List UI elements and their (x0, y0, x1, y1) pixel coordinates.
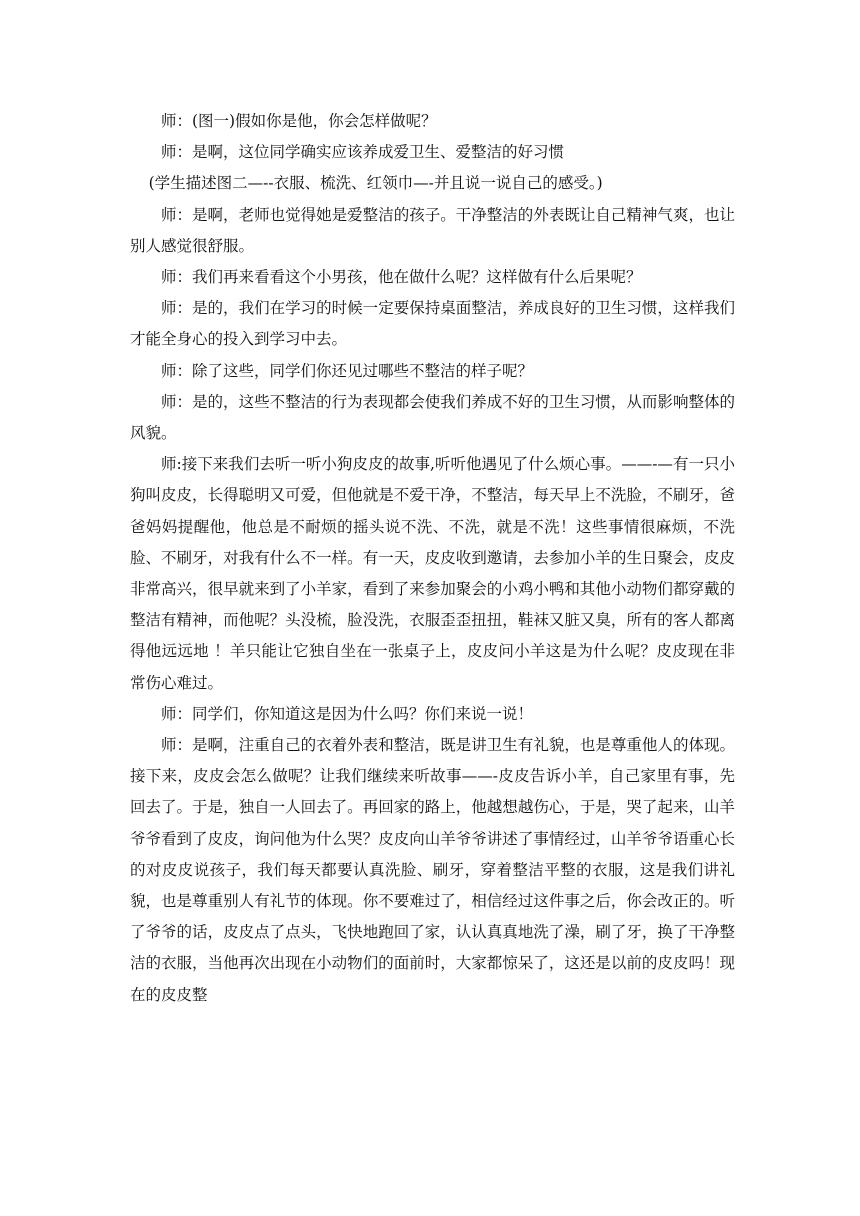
paragraph-4: 师：是啊，老师也觉得她是爱整洁的孩子。干净整洁的外表既让自己精神气爽，也让别人感觉很舒服。 (130, 205, 735, 255)
paragraph-3: (学生描述图二—--衣服、梳洗、红领巾—-并且说一说自己的感受。) (148, 174, 603, 193)
paragraph-10: 师：同学们，你知道这是因为什么吗？你们来说一说！ (161, 704, 534, 723)
paragraph-9-story: 师:接下来我们去听一听小狗皮皮的故事,听听他遇见了什么烦心事。——-—有一只小狗叫皮皮，长得聪明又可爱，但他就是不爱干净，不整洁，每天早上不洗脸，不刷牙，爸爸妈妈提醒他，他总是不耐烦的摇头说不洗、不洗，就是不洗！这些事情很麻烦，不洗脸、不刷牙，对我有什么不一样。有一天，皮皮收到邀请，去参加小羊的生日聚会，皮皮非常高兴，很早就来到了小羊家，看到了来参加聚会的小鸡小鸭和其他小动物们都穿戴的整洁有精神，而他呢？头没梳，脸没洗，衣服歪歪扭扭，鞋袜又脏又臭，所有的客人都离得他远远地 ！羊只能让它独自坐在一张桌子上，皮皮问小羊这是为什么呢？皮皮现在非常伤心难过。 (130, 455, 735, 692)
paragraph-7: 师：除了这些，同学们你还见过哪些不整洁的样子呢？ (161, 361, 534, 380)
paragraph-11-story: 师：是啊，注重自己的衣着外表和整洁，既是讲卫生有礼貌，也是尊重他人的体现。接下来，皮皮会怎么做呢？让我们继续来听故事——-皮皮告诉小羊，自己家里有事，先回去了。于是，独自一人回去了。再回家的路上，他越想越伤心，于是，哭了起来，山羊爷爷看到了皮皮，询问他为什么哭？皮皮向山羊爷爷讲述了事情经过，山羊爷爷语重心长的对皮皮说孩子，我们每天都要认真洗脸、刷牙，穿着整洁平整的衣服，这是我们讲礼貌，也是尊重别人有礼节的体现。你不要难过了，相信经过这件事之后，你会改正的。听了爷爷的话，皮皮点了点头，飞快地跑回了家，认认真真地洗了澡，刷了牙，换了干净整洁的衣服，当他再次出现在小动物们的面前时，大家都惊呆了，这还是以前的皮皮吗！现在的皮皮整 (130, 736, 735, 1004)
paragraph-2: 师：是啊，这位同学确实应该养成爱卫生、爱整洁的好习惯 (161, 143, 565, 162)
paragraph-6: 师：是的，我们在学习的时候一定要保持桌面整洁，养成良好的卫生习惯，这样我们才能全身心的投入到学习中去。 (130, 299, 735, 349)
paragraph-1: 师：(图一)假如你是他，你会怎样做呢？ (161, 112, 437, 130)
paragraph-5: 师：我们再来看看这个小男孩，他在做什么呢？这样做有什么后果呢？ (161, 268, 642, 287)
paragraph-8: 师：是的，这些不整洁的行为表现都会使我们养成不好的卫生习惯，从而影响整体的风貌。 (130, 392, 735, 443)
document-body (130, 106, 735, 1011)
